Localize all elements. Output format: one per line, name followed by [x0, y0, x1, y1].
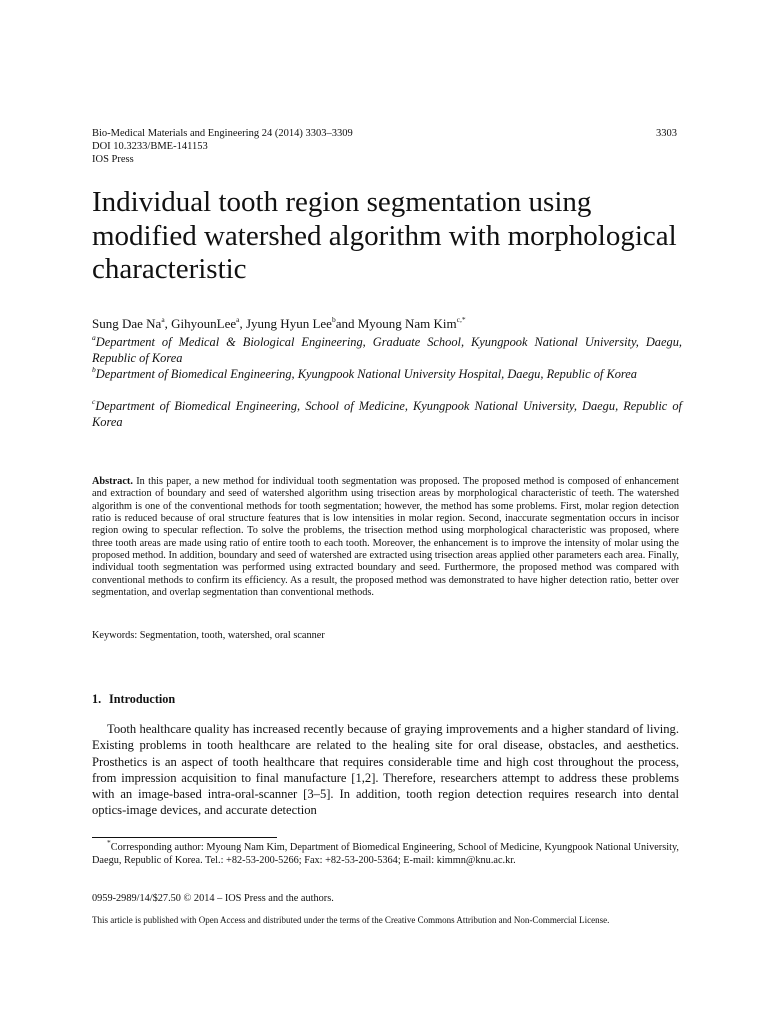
abstract-label: Abstract. [92, 476, 133, 487]
abstract-text: In this paper, a new method for individual tooth segmentation was proposed. The proposed method is composed of enhancement and extraction of boundary and seed of watershed algorithm using trisection areas by morphological characteristic of teeth. The watershed algorithm is one of the conventional methods for tooth segmentation; however, the method has some problems. First, molar region detection ratio is reduced because of oral structure features that is low intensities in molar region. Second, inaccurate segmentation occurs in incisor region owing to specular reflection. To solve the problems, the trisection method using morphological characteristic was proposed, where three tooth areas are made using ratio of entire tooth to each tooth. Moreover, the enhancement is to improve the intensity of molar using the proposed method. In addition, boundary and seed of watershed are extracted using trisection areas applied other parameters each area. Finally, individual tooth segmentation was performed using extracted boundary and seed. Furthermore, the proposed method was compared with conventional methods to confirm its efficiency. As a result, the proposed method was demonstrated to have higher detection ratio, better over segmentation, and overlap segmentation than conventional methods. [92, 476, 679, 599]
affiliation-c [92, 398, 682, 430]
page-number: 3303 [656, 128, 677, 139]
doi-line: DOI 10.3233/BME-141153 [92, 141, 208, 152]
author-name: and Myoung Nam Kim [335, 316, 457, 331]
author-affiliation-mark: a [236, 314, 240, 324]
author-separator: , [164, 316, 172, 331]
author-separator: , [239, 316, 246, 331]
author-name: Sung Dae Na [92, 316, 162, 331]
affiliation-text: Department of Biomedical Engineering, School of Medicine, Kyungpook National University, Daegu, Republic of Korea [92, 399, 682, 429]
affiliation-text: Department of Biomedical Engineering, Kyungpook National University Hospital, Daegu, Republic of Korea [95, 367, 637, 381]
journal-citation: Bio-Medical Materials and Engineering 24 (2014) 3303–3309 [92, 128, 353, 139]
keywords: Keywords: Segmentation, tooth, watershed, oral scanner [92, 630, 325, 641]
footnote-text: Corresponding author: Myoung Nam Kim, Department of Biomedical Engineering, School of Medicine, Kyungpook National University, Daegu, Republic of Korea. Tel.: +82-53-200-5266; Fax: +82-53-200-5364; E-mail: kimmn@knu.ac.kr. [92, 842, 679, 866]
section-title: Introduction [109, 692, 176, 706]
affiliation-text: Department of Medical & Biological Engineering, Graduate School, Kyungpook National University, Daegu, Republic of Korea [92, 335, 682, 365]
corresponding-author-footnote [92, 837, 679, 867]
section-number: 1. [92, 692, 102, 706]
footnote-mark: * [107, 837, 111, 847]
section-heading [92, 692, 175, 707]
author-list [92, 316, 466, 332]
affiliation-mark: c [92, 396, 96, 406]
publisher-line: IOS Press [92, 154, 134, 165]
author-name: GihyounLee [171, 316, 237, 331]
copyright-line: 0959-2989/14/$27.50 © 2014 – IOS Press and the authors. [92, 893, 334, 904]
author-affiliation-mark: c,* [456, 314, 466, 324]
paper-title: Individual tooth region segmentation using modified watershed algorithm with morphological characteristic [92, 186, 677, 285]
affiliation-a [92, 334, 682, 366]
author-affiliation-mark: a [161, 314, 165, 324]
footnote-divider [92, 837, 277, 838]
introduction-paragraph: Tooth healthcare quality has increased recently because of graying improvements and a higher standard of living. Existing problems in tooth healthcare are related to the healing site for oral disease, obstacles, and aesthetics. Prosthetics is an aspect of tooth healthcare that requires considerable time and high cost throughout the process, from impression acquisition to final manufacture [1,2]. Therefore, researchers attempt to address these problems with an image-based intra-oral-scanner [3–5]. In addition, tooth region detection requires research into dental optics-image devices, and accurate detection [92, 722, 679, 818]
affiliation-mark: b [92, 364, 96, 374]
author-affiliation-mark: b [331, 314, 336, 324]
affiliation-b [92, 366, 682, 382]
author-name: Jyung Hyun Lee [246, 316, 332, 331]
abstract [92, 476, 679, 599]
affiliation-mark: a [92, 332, 96, 342]
license-line: This article is published with Open Access and distributed under the terms of the Creative Commons Attribution and Non-Commercial License. [92, 915, 610, 925]
